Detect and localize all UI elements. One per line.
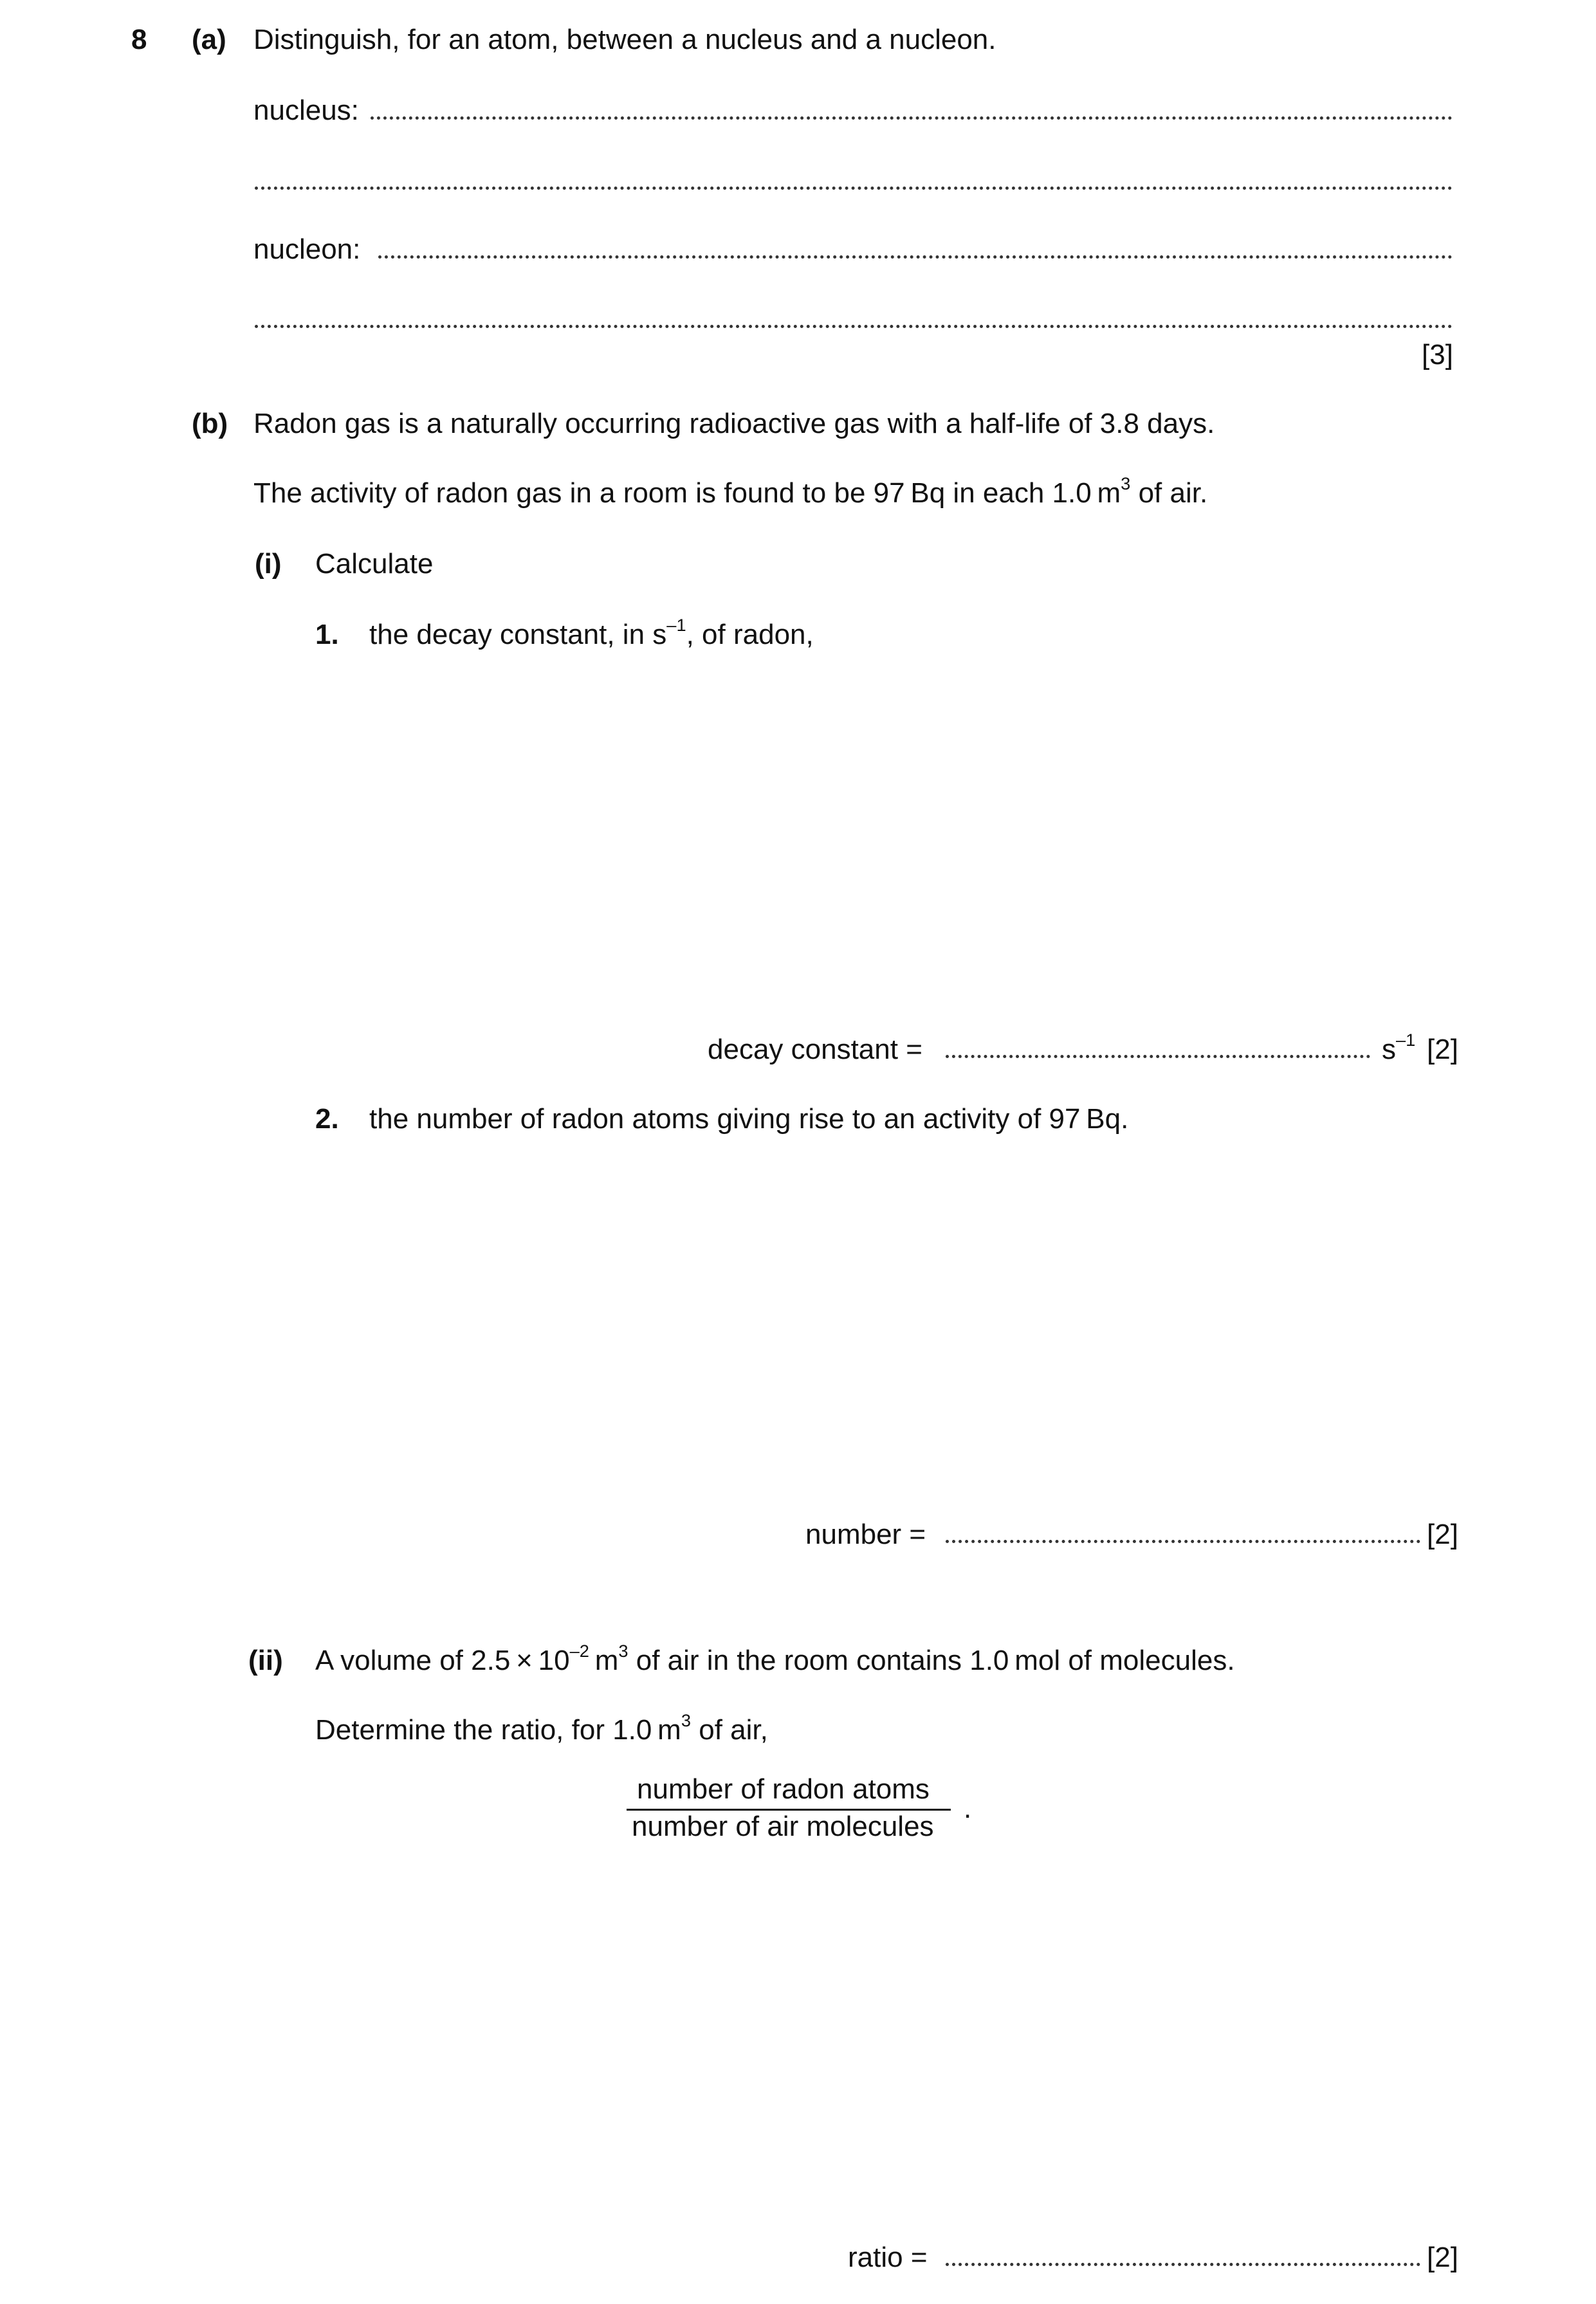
intro-2-sup: 3 — [1121, 473, 1131, 493]
unit-base: s — [1382, 1034, 1396, 1065]
decay-constant-answer-line[interactable] — [946, 1055, 1370, 1058]
item-1-label: 1. — [315, 619, 339, 650]
part-b-intro-1: Radon gas is a naturally occurring radioactive gas with a half-life of 3.8 days. — [253, 408, 1215, 439]
nucleon-label: nucleon: — [253, 233, 361, 265]
item-1-text — [369, 614, 814, 650]
ratio-answer-line[interactable] — [946, 2263, 1420, 2266]
part-b-ii-marks: [2] — [1427, 2242, 1458, 2273]
nucleon-answer-line-2[interactable] — [255, 325, 1453, 328]
item-2-label: 2. — [315, 1103, 339, 1135]
determine-text — [315, 1710, 768, 1746]
part-a-marks: [3] — [1422, 339, 1453, 370]
item-1-text-end: , of radon, — [686, 619, 814, 650]
item-2-text: the number of radon atoms giving rise to an activity of 97 Bq. — [369, 1103, 1129, 1135]
number-answer-line[interactable] — [946, 1540, 1420, 1543]
nucleus-label: nucleus: — [253, 95, 359, 126]
nucleus-answer-line-1[interactable] — [371, 116, 1453, 120]
part-b-i-label: (i) — [255, 548, 282, 580]
question-number: 8 — [131, 24, 147, 55]
determine-sup: 3 — [681, 1710, 691, 1730]
intro-2-text-end: of air. — [1130, 477, 1208, 509]
part-b-ii-label: (ii) — [248, 1645, 283, 1676]
item-1-sup: –1 — [666, 614, 686, 635]
unit-sup: –1 — [1396, 1029, 1416, 1050]
number-label: number = — [805, 1519, 926, 1550]
part-b-label: (b) — [192, 408, 228, 439]
determine-end: of air, — [691, 1714, 768, 1746]
ii-text-c: of air in the room contains 1.0 mol of molecules. — [628, 1645, 1235, 1676]
part-b-intro-2 — [253, 473, 1208, 509]
nucleus-answer-line-2[interactable] — [255, 187, 1453, 190]
decay-constant-label: decay constant = — [708, 1034, 922, 1065]
determine-main: Determine the ratio, for 1.0 m — [315, 1714, 681, 1746]
ii-sup-1: –2 — [569, 1640, 589, 1661]
ii-text-a: A volume of 2.5 × 10 — [315, 1645, 570, 1676]
ii-sup-2: 3 — [618, 1640, 628, 1661]
part-a-label: (a) — [192, 24, 226, 55]
item-1-text-main: the decay constant, in s — [369, 619, 667, 650]
part-b-i-prompt: Calculate — [315, 548, 434, 580]
ratio-label: ratio = — [848, 2242, 928, 2273]
item-2-marks: [2] — [1427, 1519, 1458, 1550]
fraction-end: . — [964, 1793, 972, 1824]
fraction-numerator: number of radon atoms — [637, 1773, 930, 1805]
intro-2-text: The activity of radon gas in a room is found to be 97 Bq in each 1.0 m — [253, 477, 1121, 509]
fraction-denominator: number of air molecules — [632, 1811, 934, 1842]
ii-text-b: m — [589, 1645, 619, 1676]
item-1-marks: [2] — [1427, 1034, 1458, 1065]
part-a-prompt: Distinguish, for an atom, between a nucleus and a nucleon. — [253, 24, 996, 55]
decay-constant-unit — [1382, 1029, 1416, 1065]
part-b-ii-text — [315, 1640, 1235, 1676]
nucleon-answer-line-1[interactable] — [378, 255, 1453, 259]
